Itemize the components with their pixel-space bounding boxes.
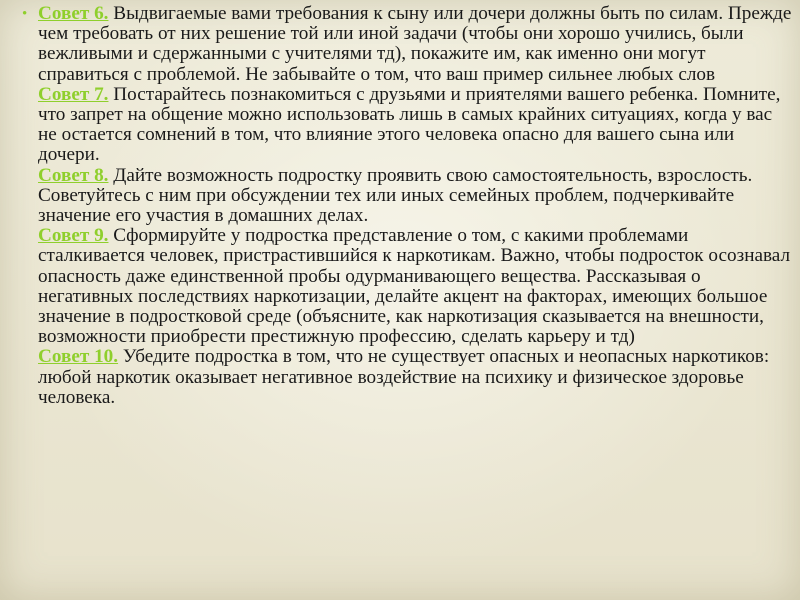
advice-label: Совет 10. [38, 346, 119, 368]
advice-list [22, 4, 794, 408]
bullet-marker: • [22, 6, 28, 22]
advice-text-block [38, 4, 794, 408]
advice-item-8 [38, 166, 794, 227]
advice-label: Совет 9. [38, 225, 109, 247]
advice-body: Убедите подростка в том, что не существует опасных и неопасных наркотиков: любой наркотик оказывает негативное воздействие на психику и физическое здоровье человека. [38, 346, 770, 408]
advice-item-10 [38, 347, 794, 408]
advice-body: Дайте возможность подростку проявить свою самостоятельность, взрослость. Советуйтесь с ним при обсуждении тех или иных семейных проблем, подчеркивайте значение его участия в домашних делах. [38, 164, 753, 227]
advice-body: Выдвигаемые вами требования к сыну или дочери должны быть по силам. Прежде чем требовать от них решение той или иной задачи (чтобы они хорошо учились, были вежливыми и сдержанными с учителями тд), покажите им, как именно они могут справиться с проблемой. Не забывайте о том, что ваш пример сильнее любых слов [38, 3, 792, 85]
advice-item-9 [38, 226, 794, 347]
advice-label: Совет 6. [38, 3, 109, 24]
advice-label: Совет 7. [38, 83, 109, 105]
advice-body: Сформируйте у подростка представление о том, с какими проблемами сталкивается человек, пристрастившийся к наркотикам. Важно, чтобы подросток осознавал опасность даже единственной пробы одурманивающего вещества. Рассказывая о негативных последствиях наркотизации, делайте акцент на факторах, имеющих большое значение в подростковой среде (объясните, как наркотизация сказывается на внешности, возможности приобрести престижную профессию, сделать карьеру и тд) [38, 225, 791, 348]
advice-label: Совет 8. [38, 164, 109, 186]
advice-item-7 [38, 85, 794, 166]
advice-item-6 [38, 4, 794, 85]
advice-body: Постарайтесь познакомиться с друзьями и приятелями вашего ребенка. Помните, что запрет на общение можно использовать лишь в самых крайних ситуациях, когда у вас не остается сомнений в том, что влияние этого человека опасно для вашего сына или дочери. [38, 83, 781, 166]
